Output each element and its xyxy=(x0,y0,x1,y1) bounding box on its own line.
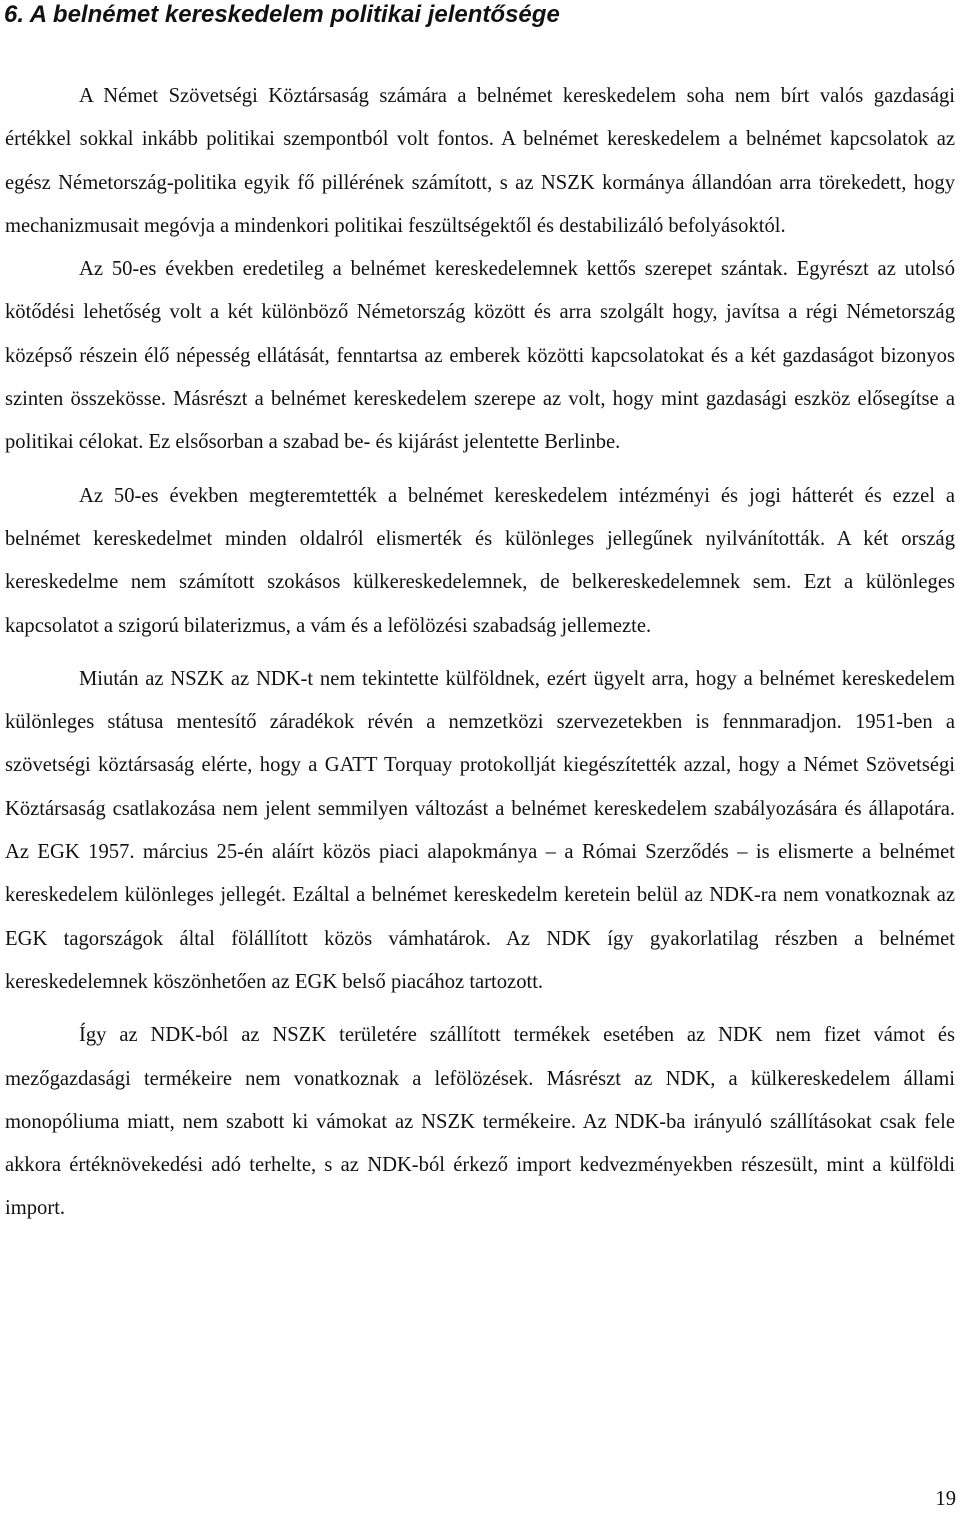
paragraph-3: Az 50-es években megteremtették a belnémet kereskedelem intézményi és jogi hátterét és ezzel a belnémet kereskedelmet minden oldalról elismerték és különleges jellegűnek nyilvánították. A két ország kereskedelme nem számított szokásos külkereskedelemnek, de belkereskedelemnek sem. Ezt a különleges kapcsolatot a szigorú bilaterizmus, a vám és a lefölözési szabadság jellemezte. xyxy=(5,484,955,637)
section-heading: 6. A belnémet kereskedelem politikai jelentősége xyxy=(4,1,560,28)
body-text xyxy=(5,75,955,1231)
paragraph-1: A Német Szövetségi Köztársaság számára a belnémet kereskedelem soha nem bírt valós gazdasági értékkel sokkal inkább politikai szempontból volt fontos. A belnémet kereskedelem a belnémet kapcsolatok az egész Németország-politika egyik fő pillérének számított, s az NSZK kormánya állandóan arra törekedett, hogy mechanizmusait megóvja a mindenkori politikai feszültségektől és destabilizáló befolyásoktól. xyxy=(5,85,955,237)
paragraph-2: Az 50-es években eredetileg a belnémet kereskedelemnek kettős szerepet szántak. Egyrészt az utolsó kötődési lehetőség volt a két különböző Németország között és arra szolgált hogy, javítsa a régi Németország középső részein élő népesség ellátását, fenntartsa az emberek közötti kapcsolatokat és a két gazdaságot bizonyos szinten összekösse. Másrészt a belnémet kereskedelem szerepe az volt, hogy mint gazdasági eszköz elősegítse a politikai célokat. Ez elsősorban a szabad be- és kijárást jelentette Berlinbe. xyxy=(5,258,955,454)
page-number: 19 xyxy=(935,1488,956,1510)
paragraph-5: Így az NDK-ból az NSZK területére szállított termékek esetében az NDK nem fizet vámot és mezőgazdasági termékeire nem vonatkoznak a lefölözések. Másrészt az NDK, a külkereskedelem állami monopóliuma miatt, nem szabott ki vámokat az NSZK termékeire. Az NDK-ba irányuló szállításokat csak fele akkora értéknövekedési adó terhelte, s az NDK-ból érkező import kedvezményekben részesült, mint a külföldi import. xyxy=(5,1024,955,1220)
paragraph-4: Miután az NSZK az NDK-t nem tekintette külföldnek, ezért ügyelt arra, hogy a belnémet kereskedelem különleges státusa mentesítő záradékok révén a nemzetközi szervezetekben is fennmaradjon. 1951-ben a szövetségi köztársaság elérte, hogy a GATT Torquay protokollját kiegészítették azzal, hogy a Német Szövetségi Köztársaság csatlakozása nem jelent semmilyen változást a belnémet kereskedelem szabályozására és állapotára. Az EGK 1957. március 25-én aláírt közös piaci alapokmánya – a Római Szerződés – is elismerte a belnémet kereskedelem különleges jellegét. Ezáltal a belnémet kereskedelm keretein belül az NDK-ra nem vonatkoznak az EGK tagországok által fölállított közös vámhatárok. Az NDK így gyakorlatilag részben a belnémet kereskedelemnek köszönhetően az EGK belső piacához tartozott. xyxy=(5,667,955,993)
